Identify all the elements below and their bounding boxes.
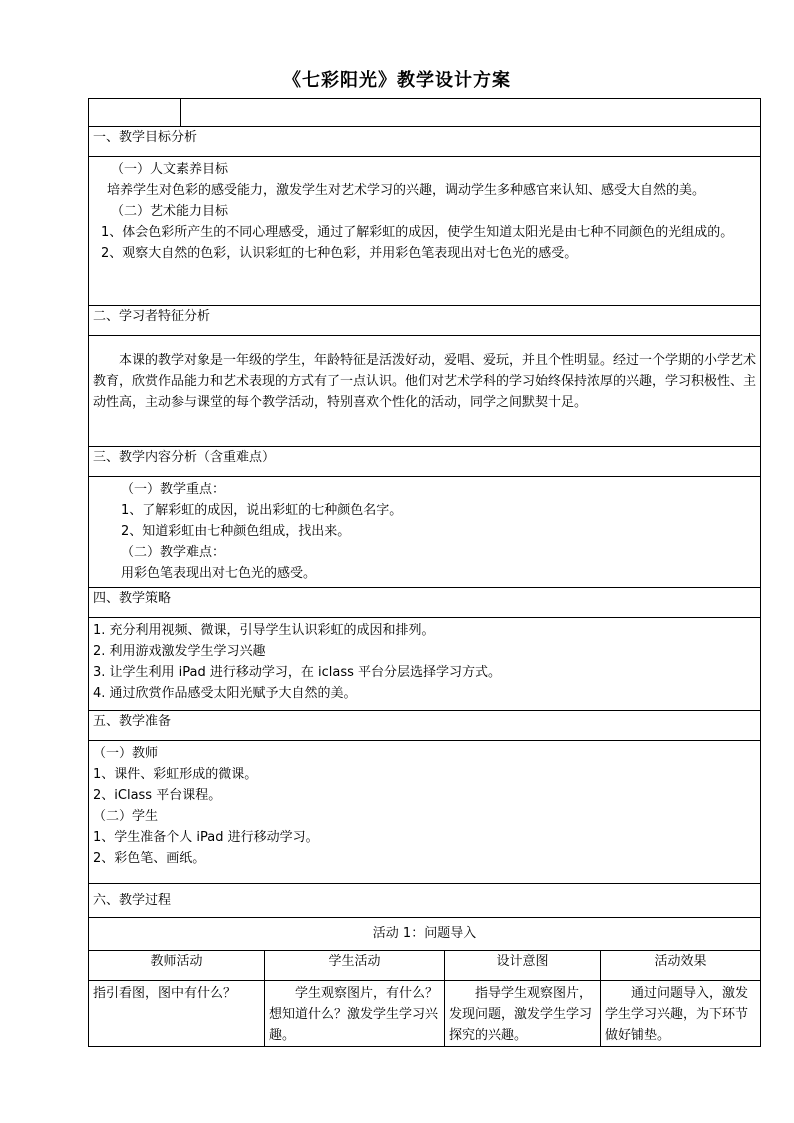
section-3-header (89, 447, 761, 477)
section-2-body (89, 336, 761, 447)
subheading: （二）教学难点： (121, 545, 226, 560)
blank-cell-right (181, 99, 761, 127)
subheading: （一）教学重点： (121, 482, 226, 497)
section-4-body (89, 618, 761, 711)
paragraph: 2、观察大自然的色彩，认识彩虹的七种色彩，并用彩色笔表现出对七色光的感受。 (101, 246, 578, 261)
section-heading: 六、教学过程 (89, 884, 761, 918)
section-heading: 二、学习者特征分析 (89, 306, 761, 336)
section-5-header (89, 711, 761, 741)
section-3-body (89, 477, 761, 588)
section-1-header (89, 127, 761, 157)
subheading: （二）艺术能力目标 (111, 204, 229, 219)
section-heading: 三、教学内容分析（含重难点） (89, 447, 761, 477)
list-item: 1、课件、彩虹形成的微课。 (93, 767, 258, 782)
activity-row (89, 981, 761, 1047)
list-item: 4. 通过欣赏作品感受太阳光赋予大自然的美。 (93, 686, 357, 701)
teacher-activity-cell: 指引看图，图中有什么？ (89, 981, 265, 1047)
list-item: 1、学生准备个人 iPad 进行移动学习。 (93, 830, 319, 845)
blank-header-row (89, 99, 761, 127)
activity-title-row (89, 918, 761, 951)
paragraph: 本课的教学对象是一年级的学生，年龄特征是活泼好动，爱唱、爱玩，并且个性明显。经过一个学期的小学艺术教育，欣赏作品能力和艺术表现的方式有了一点认识。他们对艺术学科的学习始终保持浓厚的兴趣，学习积极性、主动性高，主动参与课堂的每个教学活动，特别喜欢个性化的活动，同学之间默契十足。 (93, 353, 757, 410)
activity-effect-cell: 通过问题导入，激发学生学习兴趣，为下环节做好铺垫。 (601, 981, 761, 1047)
list-item: 1、了解彩虹的成因，说出彩虹的七种颜色名字。 (121, 503, 403, 518)
list-item: 2、知道彩虹由七种颜色组成，找出来。 (121, 524, 351, 539)
section-heading: 四、教学策略 (89, 588, 761, 618)
activity-columns-row (89, 951, 761, 981)
column-header-intent: 设计意图 (445, 951, 601, 981)
section-6-header (89, 884, 761, 918)
section-5-body (89, 741, 761, 884)
section-heading: 五、教学准备 (89, 711, 761, 741)
subheading: （一）人文素养目标 (111, 162, 229, 177)
blank-cell-left (89, 99, 181, 127)
column-header-effect: 活动效果 (601, 951, 761, 981)
student-activity-cell: 学生观察图片，有什么？想知道什么？激发学生学习兴趣。 (265, 981, 445, 1047)
column-header-teacher: 教师活动 (89, 951, 265, 981)
list-item: 2、iClass 平台课程。 (93, 788, 222, 803)
list-item: 用彩色笔表现出对七色光的感受。 (121, 566, 317, 581)
paragraph: 培养学生对色彩的感受能力，激发学生对艺术学习的兴趣，调动学生多种感官来认知、感受大自然的美。 (107, 183, 706, 198)
list-item: 2. 利用游戏激发学生学习兴趣 (93, 644, 266, 659)
subheading: （二）学生 (93, 809, 159, 824)
list-item: 2、彩色笔、画纸。 (93, 851, 206, 866)
section-heading: 一、教学目标分析 (89, 127, 761, 157)
lesson-plan-table (88, 98, 761, 1047)
subheading: （一）教师 (93, 746, 159, 761)
design-intent-cell: 指导学生观察图片，发现问题，激发学生学习探究的兴趣。 (445, 981, 601, 1047)
activity-title: 活动 1：问题导入 (89, 918, 761, 951)
section-2-header (89, 306, 761, 336)
section-1-body (89, 157, 761, 306)
list-item: 1. 充分利用视频、微课，引导学生认识彩虹的成因和排列。 (93, 623, 435, 638)
column-header-student: 学生活动 (265, 951, 445, 981)
section-4-header (89, 588, 761, 618)
paragraph: 1、体会色彩所产生的不同心理感受，通过了解彩虹的成因，使学生知道太阳光是由七种不同颜色的光组成的。 (101, 225, 734, 240)
list-item: 3. 让学生利用 iPad 进行移动学习，在 iclass 平台分层选择学习方式。 (93, 665, 502, 680)
document-title: 《七彩阳光》教学设计方案 (283, 70, 511, 91)
